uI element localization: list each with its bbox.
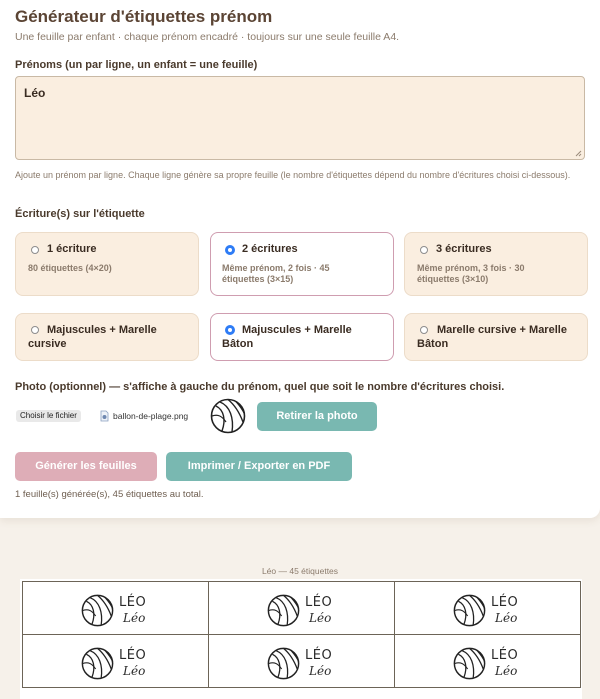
- resize-handle-icon[interactable]: [574, 149, 582, 157]
- print-export-pdf-button[interactable]: Imprimer / Exporter en PDF: [166, 452, 352, 481]
- writing-label: Écriture(s) sur l'étiquette: [15, 208, 145, 220]
- option-title: Marelle cursive + Marelle Bâton: [417, 324, 567, 350]
- beach-ball-icon: [267, 594, 300, 627]
- label-name-cursive: Léo: [309, 611, 332, 625]
- label-name-uppercase: LÉO: [119, 595, 147, 610]
- label-name-cursive: Léo: [495, 611, 518, 625]
- option-majuscules-marelle-baton[interactable]: [210, 313, 394, 361]
- option-1-writing[interactable]: [15, 232, 199, 296]
- file-icon: [100, 410, 109, 422]
- names-textarea[interactable]: [15, 76, 585, 160]
- beach-ball-icon: [453, 647, 486, 680]
- generate-sheets-button[interactable]: Générer les feuilles: [15, 452, 157, 481]
- option-2-writings[interactable]: [210, 232, 394, 296]
- page-title: Générateur d'étiquettes prénom: [15, 7, 273, 26]
- label-cell: [395, 582, 581, 635]
- label-sheet: [20, 579, 582, 699]
- label-cell: [209, 635, 395, 688]
- label-name-uppercase: LÉO: [305, 648, 333, 663]
- page-subtitle: Une feuille par enfant · chaque prénom encadré · toujours sur une seule feuille A4.: [15, 31, 400, 43]
- option-title: Majuscules + Marelle cursive: [28, 324, 157, 350]
- label-name-cursive: Léo: [309, 664, 332, 678]
- remove-photo-button[interactable]: Retirer la photo: [257, 402, 377, 431]
- label-name-cursive: Léo: [123, 611, 146, 625]
- beach-ball-icon: [267, 647, 300, 680]
- photo-label: Photo (optionnel) — s'affiche à gauche du prénom, quel que soit le nombre d'écritures choisi.: [15, 381, 505, 393]
- radio-3-writings[interactable]: [420, 246, 428, 254]
- label-name-uppercase: LÉO: [305, 595, 333, 610]
- option-subtitle: 80 étiquettes (4×20): [28, 263, 112, 273]
- option-title: 1 écriture: [47, 243, 97, 255]
- beach-ball-icon: [453, 594, 486, 627]
- label-cell: [209, 582, 395, 635]
- label-name-uppercase: LÉO: [491, 648, 519, 663]
- option-title: 3 écritures: [436, 243, 492, 255]
- beach-ball-icon: [81, 594, 114, 627]
- label-grid: [22, 581, 581, 688]
- label-cell: [23, 582, 209, 635]
- status-text: 1 feuille(s) générée(s), 45 étiquettes au total.: [15, 489, 204, 500]
- option-subtitle: Même prénom, 2 fois · 45 étiquettes (3×15): [222, 263, 330, 284]
- beach-ball-icon: [81, 647, 114, 680]
- sheet-caption: Léo — 45 étiquettes: [261, 566, 339, 576]
- option-title: 2 écritures: [242, 243, 298, 255]
- label-name-cursive: Léo: [123, 664, 146, 678]
- label-name-uppercase: LÉO: [491, 595, 519, 610]
- names-hint: Ajoute un prénom par ligne. Chaque ligne génère sa propre feuille (le nombre d'étiquettes dépend du nombre d'écritures choisi ci-dessous).: [15, 170, 571, 180]
- option-title: Majuscules + Marelle Bâton: [222, 324, 352, 350]
- beach-ball-icon: [210, 398, 246, 434]
- option-subtitle: Même prénom, 3 fois · 30 étiquettes (3×10): [417, 263, 525, 284]
- names-value: Léo: [24, 86, 46, 100]
- label-cell: [395, 635, 581, 688]
- label-name-cursive: Léo: [495, 664, 518, 678]
- radio-2-writings[interactable]: [225, 245, 235, 255]
- option-marelle-cursive-marelle-baton[interactable]: [404, 313, 588, 361]
- option-majuscules-marelle-cursive[interactable]: [15, 313, 199, 361]
- label-cell: [23, 635, 209, 688]
- label-name-uppercase: LÉO: [119, 648, 147, 663]
- option-3-writings[interactable]: [404, 232, 588, 296]
- file-name: ballon-de-plage.png: [113, 411, 189, 421]
- choose-file-button[interactable]: Choisir le fichier: [16, 410, 81, 422]
- radio-1-writing[interactable]: [31, 246, 39, 254]
- names-label: Prénoms (un par ligne, un enfant = une feuille): [15, 59, 258, 71]
